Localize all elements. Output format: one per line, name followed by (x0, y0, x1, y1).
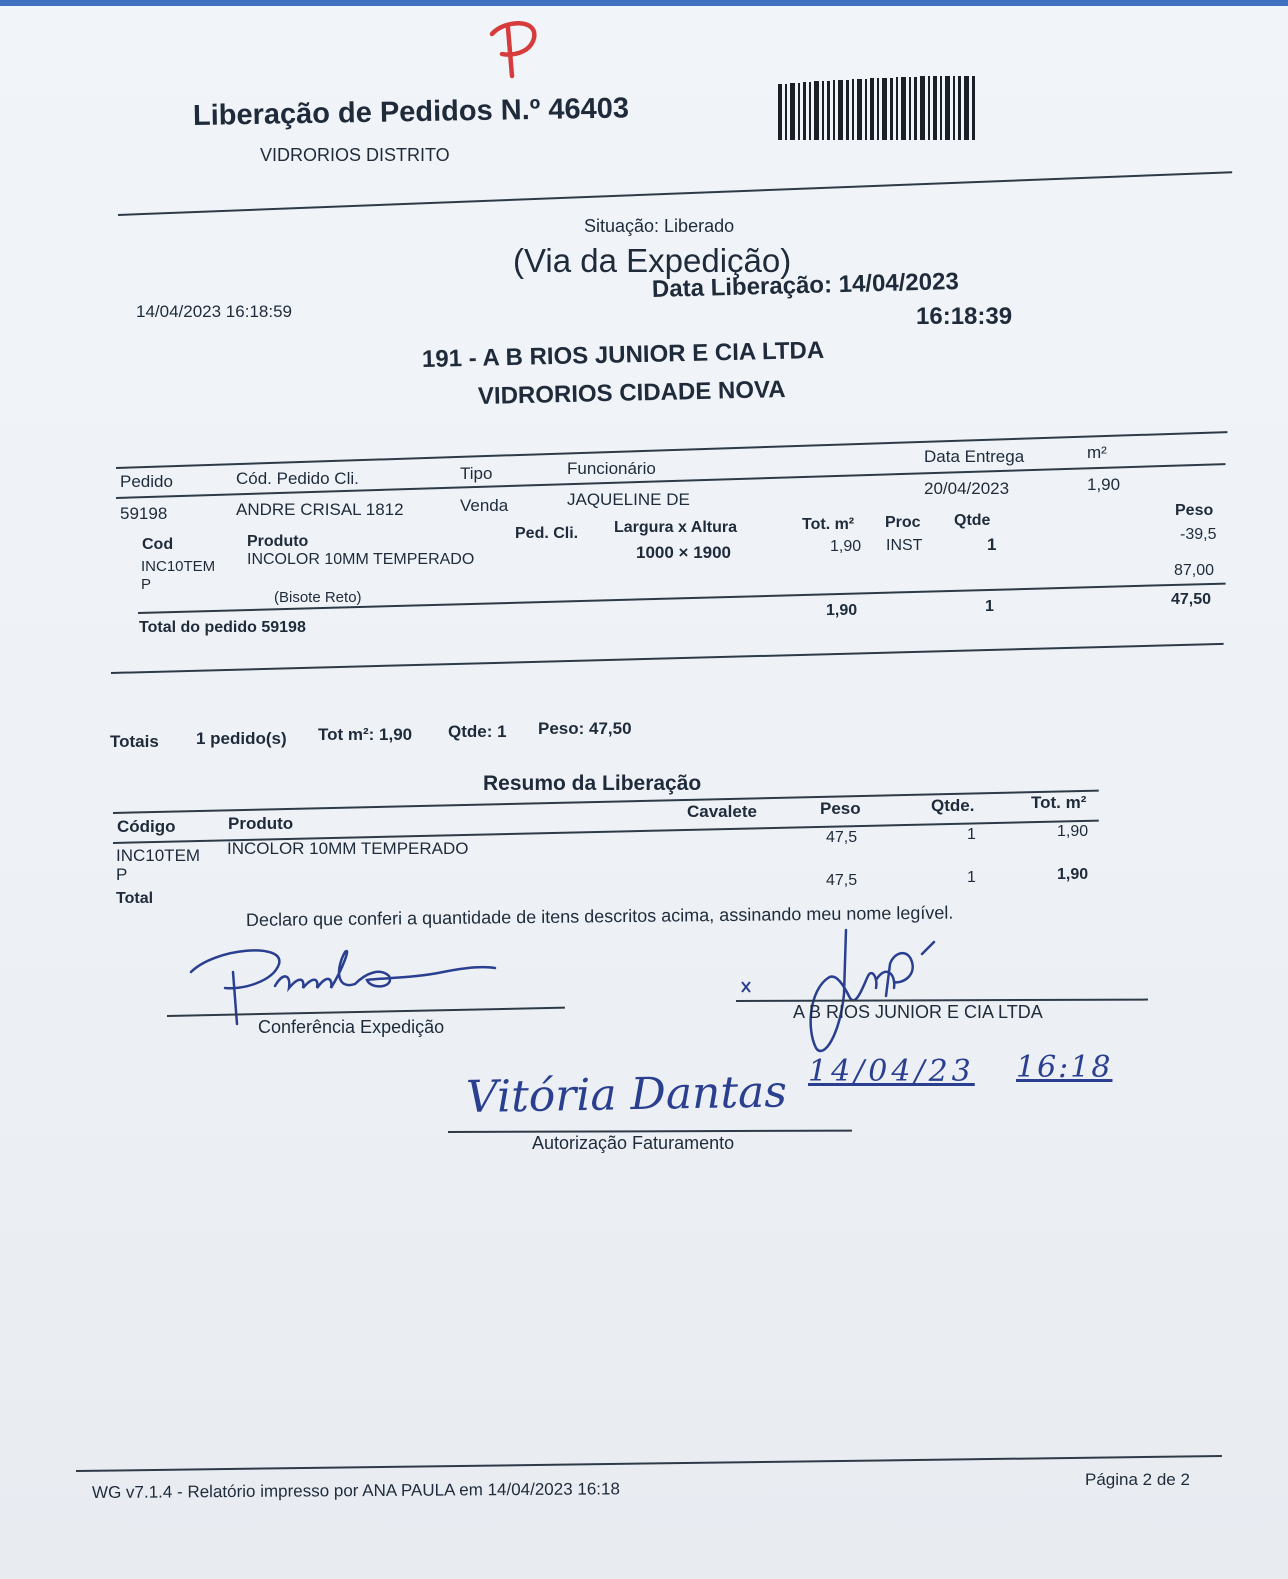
order-total-m2: 1,90 (826, 602, 858, 619)
footer-line (76, 1455, 1222, 1472)
declaration-text: Declaro que conferi a quantidade de itens descritos acima, assinando meu nome legível. (245, 902, 954, 930)
document-title: Liberação de Pedidos N.º 46403 (192, 92, 630, 132)
item-peso-top: -39,5 (1180, 526, 1217, 543)
item-product: INCOLOR 10MM TEMPERADO (247, 551, 475, 568)
handwritten-p-mark (484, 14, 544, 84)
item-code-line1: INC10TEM (141, 558, 216, 575)
summary-col-produto: Produto (228, 814, 294, 833)
summary-qtde: 1 (967, 826, 976, 843)
summary-col-qtde: Qtde. (931, 796, 975, 815)
totals-qtde: Qtde: 1 (448, 722, 507, 741)
totals-m2: Tot m²: 1,90 (318, 725, 413, 744)
client-name: 191 - A B RIOS JUNIOR E CIA LTDA (421, 336, 825, 373)
footer-text: WG v7.1.4 - Relatório impresso por ANA PAULA em 14/04/2023 16:18 (91, 1479, 620, 1502)
order-total-label: Total do pedido 59198 (139, 619, 306, 636)
summary-col-cavalete: Cavalete (687, 802, 757, 821)
conferencia-label: Conferência Expedição (258, 1017, 445, 1037)
col-cod-pedido-cli: Cód. Pedido Cli. (236, 469, 359, 488)
handwritten-time: 16:18 (1016, 1050, 1113, 1085)
totals-peso: Peso: 47,50 (538, 719, 632, 738)
client-store: VIDRORIOS CIDADE NOVA (477, 376, 786, 410)
handwritten-name: Vitória Dantas (465, 1066, 788, 1123)
col-tipo: Tipo (460, 464, 493, 483)
barcode (778, 76, 976, 140)
item-col-tot-m2: Tot. m² (802, 516, 855, 533)
item-tot-m2: 1,90 (830, 538, 862, 555)
summary-peso: 47,5 (826, 829, 858, 846)
col-m2: m² (1087, 443, 1107, 462)
order-bottom-line (111, 643, 1224, 674)
item-proc: INST (886, 537, 923, 554)
company-name: VIDRORIOS DISTRITO (260, 145, 450, 165)
item-col-peso: Peso (1175, 502, 1214, 519)
page-number: Página 2 de 2 (1085, 1470, 1190, 1489)
summary-code-line2: P (116, 865, 128, 884)
order-m2: 1,90 (1087, 475, 1121, 494)
item-col-qtde: Qtde (954, 512, 991, 529)
item-code-line2: P (141, 576, 152, 593)
header-divider (118, 171, 1232, 216)
col-funcionario: Funcionário (567, 459, 656, 478)
summary-code-line1: INC10TEM (116, 846, 201, 865)
copy-type: (Via da Expedição) (513, 242, 792, 279)
print-timestamp: 14/04/2023 16:18:59 (136, 302, 292, 321)
summary-total-peso: 47,5 (826, 872, 858, 889)
release-time: 16:18:39 (916, 303, 1013, 330)
item-dimensions: 1000 × 1900 (636, 543, 732, 562)
delivery-date: 20/04/2023 (924, 479, 1010, 498)
totals-label: Totais (110, 732, 159, 751)
totals-orders: 1 pedido(s) (196, 729, 287, 748)
summary-total-label: Total (116, 890, 154, 907)
summary-col-tot-m2: Tot. m² (1031, 793, 1087, 812)
summary-total-qtde: 1 (967, 869, 976, 886)
item-col-proc: Proc (885, 514, 921, 531)
summary-tot-m2: 1,90 (1057, 823, 1089, 840)
employee: JAQUELINE DE (567, 490, 690, 509)
col-data-entrega: Data Entrega (924, 447, 1025, 466)
order-number: 59198 (120, 504, 168, 523)
summary-col-peso: Peso (820, 799, 861, 818)
order-total-peso: 47,50 (1171, 591, 1212, 608)
item-col-cod: Cod (142, 536, 174, 553)
item-col-dimensions: Largura x Altura (614, 519, 737, 536)
item-qtde: 1 (987, 535, 997, 554)
top-edge (0, 0, 1288, 6)
order-total-qtde: 1 (985, 598, 994, 615)
client-signature-label: A B RIOS JUNIOR E CIA LTDA (793, 1002, 1043, 1022)
summary-col-codigo: Código (117, 817, 176, 836)
release-date: Data Liberação: 14/04/2023 (651, 267, 960, 303)
item-peso-value: 87,00 (1174, 562, 1215, 579)
summary-total-m2: 1,90 (1057, 866, 1089, 883)
signature-client (736, 924, 966, 1064)
status-text: Situação: Liberado (584, 216, 735, 236)
summary-title: Resumo da Liberação (483, 772, 702, 795)
item-col-produto: Produto (247, 533, 309, 550)
item-col-ped-cli: Ped. Cli. (515, 525, 579, 542)
item-note: (Bisote Reto) (274, 589, 362, 606)
order-top-line (116, 431, 1227, 469)
order-type: Venda (460, 496, 509, 515)
client-order-code: ANDRE CRISAL 1812 (236, 500, 404, 519)
handwritten-date: 14/04/23 (808, 1054, 975, 1089)
autorizacao-label: Autorização Faturamento (532, 1133, 735, 1153)
col-pedido: Pedido (120, 472, 173, 491)
summary-product: INCOLOR 10MM TEMPERADO (227, 839, 469, 858)
